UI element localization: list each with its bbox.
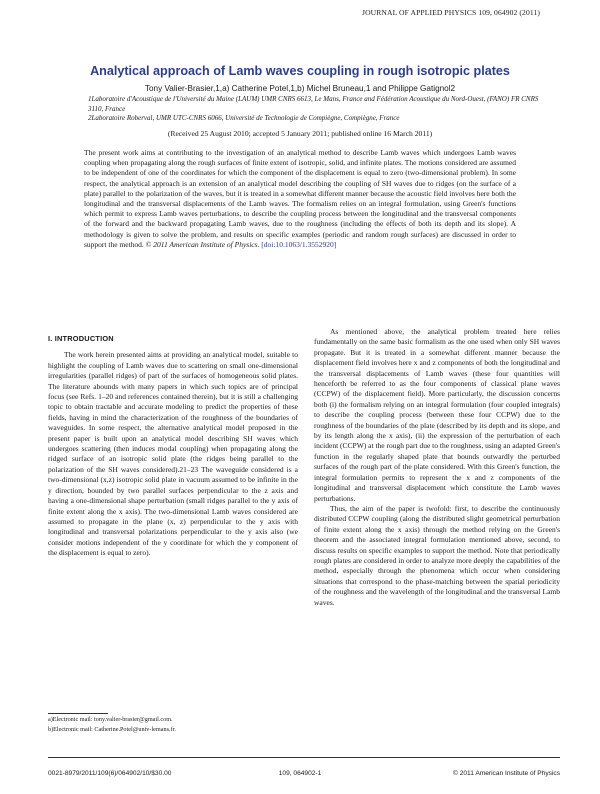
abstract-copyright: © 2011 American Institute of Physics. xyxy=(145,239,260,249)
left-column xyxy=(48,334,298,559)
received-dates: (Received 25 August 2010; accepted 5 January 2011; published online 16 March 2011) xyxy=(167,129,433,138)
journal-header: JOURNAL OF APPLIED PHYSICS 109, 064902 (2011) xyxy=(362,8,540,17)
affiliation-2: 2Laboratoire Roberval, UMR UTC-CNRS 6066, Université de Technologie de Compiègne, Compiègne, France xyxy=(88,114,400,122)
right-column xyxy=(314,327,560,608)
abstract-text: The present work aims at contributing to the investigation of an analytical method to describe Lamb waves which undergoes Lamb waves coupling when propagating along the rough surfaces of finite extent of isotropic, solid, and infinite plates. The motions considered are assumed to be independent of one of the coordinates for which the component of the displacement is equal to zero (two-dimensional problem). In some respect, the analytical approach is an extension of an analytical model describing the coupling of SH waves due to ridges (on the surface of a plate) parallel to the polarization of the waves, but it is treated in a somewhat different manner because the acoustic field involves here both the longitudinal and the transversal displacements of the Lamb waves. The formalism relies on an integral formulation, using Green's functions which permit to express Lamb waves perturbations, to describe the coupling process between the longitudinal and the transversal components of the forward and the backward propagating Lamb waves, due to the roughness (including the effects of both its depth and its slope). A methodology is given to solve the problem, and results on specific examples (periodic and random rough surfaces) are discussed in order to support the method. xyxy=(84,148,516,249)
right-paragraph-1: As mentioned above, the analytical problem treated here relies fundamentally on the same basic formalism as the one used when only SH waves propagate. But it is treated in a somewhat different manner because the displacement field involves here x and z components of both the longitudinal and the transversal displacements of Lamb waves (these four quantities will henceforth be referred to as the four components of classical plane waves (CCPW) of the displacement field). More particularly, the discussion concerns both (i) the formalism relying on an integral formulation (four coupled integrals) to describe the coupling process (between these four CCPW) due to the roughness of the boundaries of the plate (described by its depth and its slope, and by its length along the x axis), (ii) the expression of the perturbation of each incident (CCPW) at the rough part due to the roughness, using an adapted Green's function in the regularly shaped plate that bounds outwardly the perturbed surfaces of the rough part of the plate considered. With this Green's function, the integral formulation permits to represent the x and z components of the longitudinal and transversal displacement which constitute the Lamb waves perturbations. xyxy=(314,327,560,503)
footnote-a: a)Electronic mail: tony.valier-brasier@gmail.com. xyxy=(48,716,173,723)
issn-line: 0021-8979/2011/109(6)/064902/10/$30.00 xyxy=(48,770,172,777)
doi-link[interactable]: [doi:10.1063/1.3552920] xyxy=(261,239,337,249)
right-paragraph-2: Thus, the aim of the paper is twofold: first, to describe the continuously distributed CCPW coupling (along the distributed slight geometrical perturbation of finite extent along the x axis) through the method relying on the Green's theorem and the associated integral formulation mentioned above, second, to discuss results on specific examples to support the method. Note that periodically rough plates are considered in order to analyze more deeply the capabilities of the method, especially through the phenomena which occur when considering situations that correspond to the phase-matching between the spatial periodicity of the roughness and the wavelength of the longitudinal and the transversal Lamb waves. xyxy=(314,503,560,607)
footnote-divider xyxy=(48,713,108,714)
bottom-divider xyxy=(48,757,560,758)
intro-paragraph: The work herein presented aims at providing an analytical model, suitable to highlight the coupling of Lamb waves due to scattering on small one-dimensional irregularities (parallel ridges) of part of the surfaces of homogeneous solid plates. The literature abounds with many papers in which such topics are of principal focus (see Refs. 1–20 and references contained therein), but it is still a challenging topic to obtain tractable and accurate modeling to predict the properties of these fields, having in mind the characterization of the roughness of the boundaries of waveguides. In some respect, the alternative analytical model proposed in the present paper is built upon an analytical model describing SH waves which undergoes scattering (then induces modal coupling) when propagating along the ridged surface of an isotropic solid plate (the ridges being parallel to the polarization of the SH waves considered).21–23 The waveguide considered is a two-dimensional (x,z) isotropic solid plate in vacuum assumed to be infinite in the y direction, bounded by two parallel surfaces perpendicular to the z axis and having a one-dimensional shape perturbation (small ridges parallel to the y axis of finite extent along the x axis). The two-dimensional Lamb waves considered are assumed to propagate in the plane (x, z) perpendicular to the y axis with longitudinal and transversal polarizations perpendicular to the y axis also (we consider motions independent of the y coordinate for which the y component of the displacement is equal to zero). xyxy=(48,350,298,558)
affiliation-1: 1Laboratoire d'Acoustique de l'Université du Maine (LAUM) UMR CNRS 6613, Le Mans, France and Fédération Acoustique du Nord-Ouest, (FANO) FR CNRS 3110, France xyxy=(88,95,539,113)
publisher-copyright: © 2011 American Institute of Physics xyxy=(453,770,560,777)
section-heading: I. INTRODUCTION xyxy=(48,334,114,343)
paper-title: Analytical approach of Lamb waves coupling in rough isotropic plates xyxy=(90,64,510,78)
abstract xyxy=(84,148,516,250)
author-list: Tony Valier-Brasier,1,a) Catherine Potel,1,b) Michel Bruneau,1 and Philippe Gatignol2 xyxy=(144,84,456,93)
footnote-b: b)Electronic mail: Catherine.Potel@univ-lemans.fr. xyxy=(48,726,176,733)
page-number: 109, 064902-1 xyxy=(278,770,322,777)
